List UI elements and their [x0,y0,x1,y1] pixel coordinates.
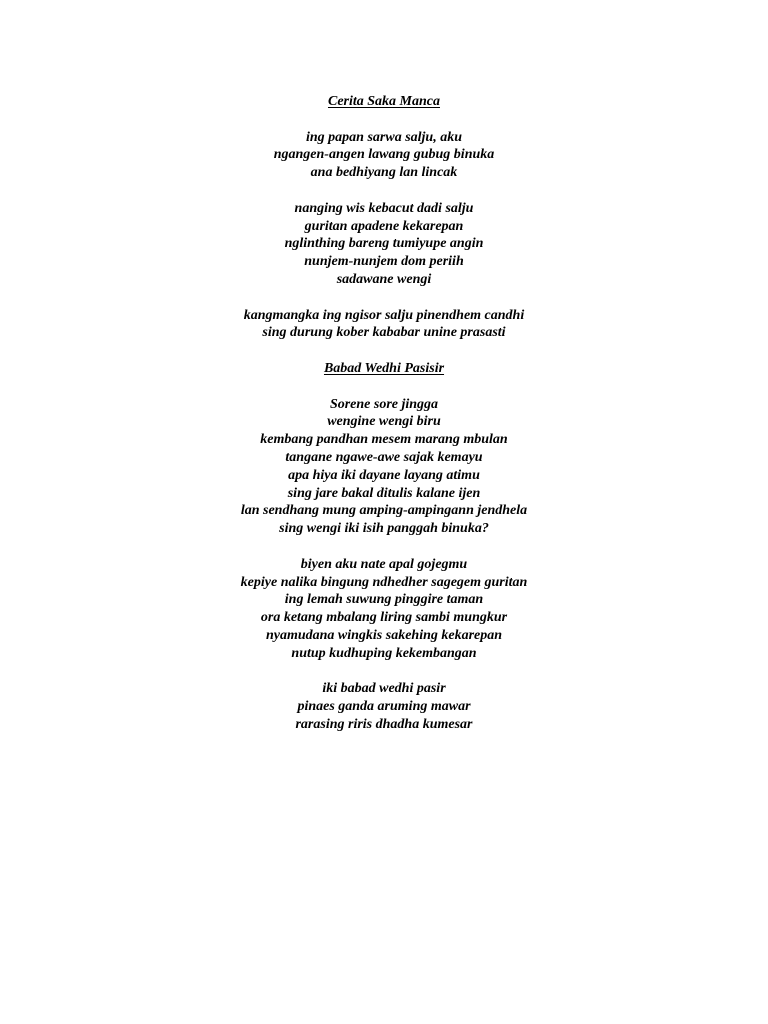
verse-line: pinaes ganda aruming mawar [297,699,471,715]
blank-line [0,378,768,396]
blank-line [0,663,768,681]
verse-line: kembang pandhan mesem marang mbulan [260,432,508,448]
stanza [0,396,768,538]
verse-line: nutup kudhuping kekembangan [291,645,477,661]
blank-line [0,342,768,360]
poem-babad-wedhi-pasisir [0,360,768,734]
poem-title: Babad Wedhi Pasisir [323,360,445,376]
verse-line: ing lemah suwung pinggire taman [284,592,484,608]
verse-line: ngangen-angen lawang gubug binuka [273,147,495,163]
verse-line: Sorene sore jingga [329,396,439,412]
stanza [0,200,768,289]
blank-line [0,289,768,307]
verse-line: nanging wis kebacut dadi salju [294,200,474,216]
verse-line: sing durung kober kababar unine prasasti [262,325,506,341]
verse-line: nglinthing bareng tumiyupe angin [284,236,484,252]
blank-line [0,111,768,129]
verse-line: sing wengi iki isih panggah binuka? [279,521,489,537]
verse-line: biyen aku nate apal gojegmu [300,556,468,572]
verse-line: iki babad wedhi pasir [322,681,446,697]
verse-line: tangane ngawe-awe sajak kemayu [285,449,483,465]
verse-line: nyamudana wingkis sakehing kekarepan [265,627,503,643]
poem-title: Cerita Saka Manca [327,94,440,109]
verse-line: nunjem-nunjem dom periih [304,254,464,270]
stanza [0,680,768,733]
verse-line: kangmangka ing ngisor salju pinendhem candhi [243,307,525,323]
poem-content [0,93,768,734]
stanza [0,129,768,182]
poem-cerita-saka-manca [0,93,768,342]
blank-line [0,182,768,200]
verse-line: sing jare bakal ditulis kalane ijen [287,485,481,501]
verse-line: wengine wengi biru [327,414,441,430]
verse-line: lan sendhang mung amping-ampingann jendhela [240,503,528,519]
verse-line: sadawane wengi [336,271,432,287]
verse-line: rarasing riris dhadha kumesar [295,716,473,732]
verse-line: ora ketang mbalang liring sambi mungkur [260,610,508,626]
verse-line: apa hiya iki dayane layang atimu [288,467,480,483]
verse-line: guritan apadene kekarepan [304,218,464,234]
stanza [0,556,768,663]
verse-line: kepiye nalika bingung ndhedher sagegem guritan [240,574,528,590]
blank-line [0,538,768,556]
verse-line: ana bedhiyang lan lincak [310,165,458,181]
verse-line: ing papan sarwa salju, aku [306,129,462,145]
stanza [0,307,768,343]
